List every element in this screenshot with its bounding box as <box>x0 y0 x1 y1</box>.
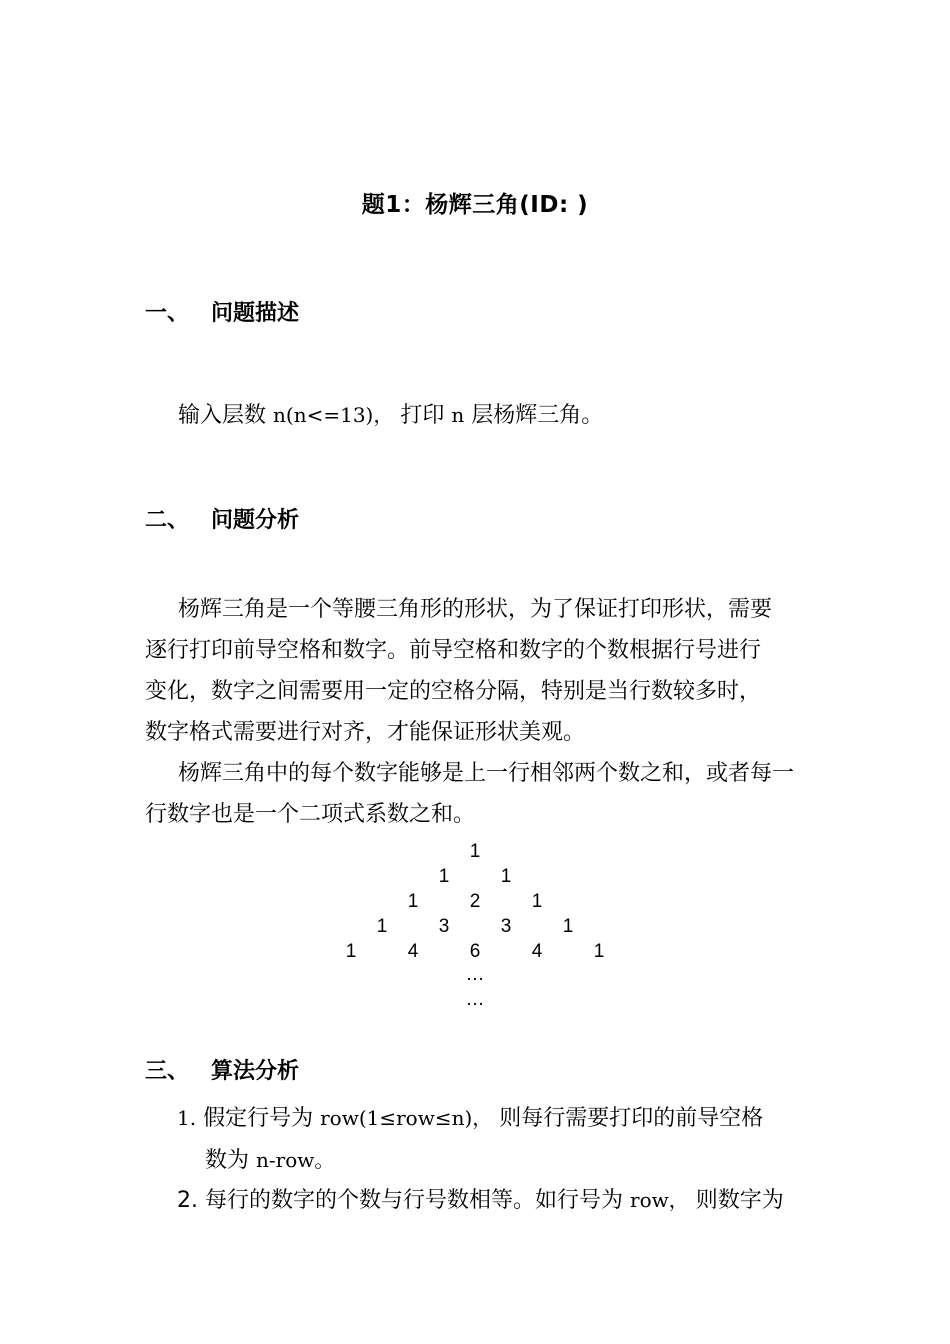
triangle-number: 6 <box>469 941 481 962</box>
section-heading: 算法分析 <box>211 1059 300 1084</box>
list-text: 则每行需要打印的前导空格 <box>499 1106 764 1131</box>
section-number: 二、 <box>145 508 190 533</box>
analysis-line: 逐行打印前导空格和数字。前导空格和数字的个数根据行号进行 <box>145 638 762 663</box>
section-heading: 问题描述 <box>211 301 300 326</box>
triangle-number: 1 <box>469 841 481 862</box>
triangle-number: 2 <box>469 891 481 912</box>
desc-text: n(n<=13)， <box>273 403 394 427</box>
desc-text: n <box>451 403 465 427</box>
analysis-line: 杨辉三角是一个等腰三角形的形状，为了保证打印形状，需要 <box>178 597 773 622</box>
section-number: 一、 <box>145 301 190 326</box>
triangle-number: 1 <box>562 916 574 937</box>
section-heading: 问题分析 <box>211 508 300 533</box>
analysis-line: 杨辉三角中的每个数字能够是上一行相邻两个数之和，或者每一 <box>178 761 795 786</box>
triangle-number: 4 <box>531 941 543 962</box>
triangle-number: 1 <box>376 916 388 937</box>
triangle-number: 1 <box>438 866 450 887</box>
desc-text: 输入层数 <box>178 403 267 428</box>
list-text: 假定行号为 <box>203 1106 314 1131</box>
list-text: row(1≤row≤n)， <box>320 1106 493 1130</box>
triangle-ellipsis: … <box>465 964 485 985</box>
desc-text: 打印 <box>400 403 445 428</box>
triangle-number: 1 <box>407 891 419 912</box>
triangle-number: 1 <box>500 866 512 887</box>
list-item <box>177 1098 763 1139</box>
list-item <box>177 1180 784 1221</box>
triangle-number: 1 <box>531 891 543 912</box>
section-number: 三、 <box>145 1059 190 1084</box>
triangle-number: 4 <box>407 941 419 962</box>
analysis-line: 变化，数字之间需要用一定的空格分隔，特别是当行数较多时， <box>145 679 762 704</box>
analysis-line: 数字格式需要进行对齐，才能保证形状美观。 <box>145 720 586 745</box>
list-text: 每行的数字的个数与行号数相等。如行号为 <box>205 1188 624 1213</box>
triangle-number: 3 <box>438 916 450 937</box>
triangle-number: 3 <box>500 916 512 937</box>
list-text: n-row。 <box>256 1148 335 1172</box>
list-number: 1. <box>177 1106 197 1130</box>
analysis-line: 行数字也是一个二项式系数之和。 <box>145 802 476 827</box>
triangle-number: 1 <box>593 941 605 962</box>
desc-text: 层杨辉三角。 <box>471 403 604 428</box>
triangle-number: 1 <box>345 941 357 962</box>
list-text: 则数字为 <box>695 1188 784 1213</box>
list-text: row， <box>630 1188 689 1212</box>
list-item-continuation <box>205 1140 334 1181</box>
list-number: 2. <box>177 1188 198 1213</box>
list-text: 数为 <box>205 1148 250 1173</box>
triangle-ellipsis: … <box>465 989 485 1010</box>
page-title: 题1：杨辉三角(ID: ) <box>361 192 589 218</box>
